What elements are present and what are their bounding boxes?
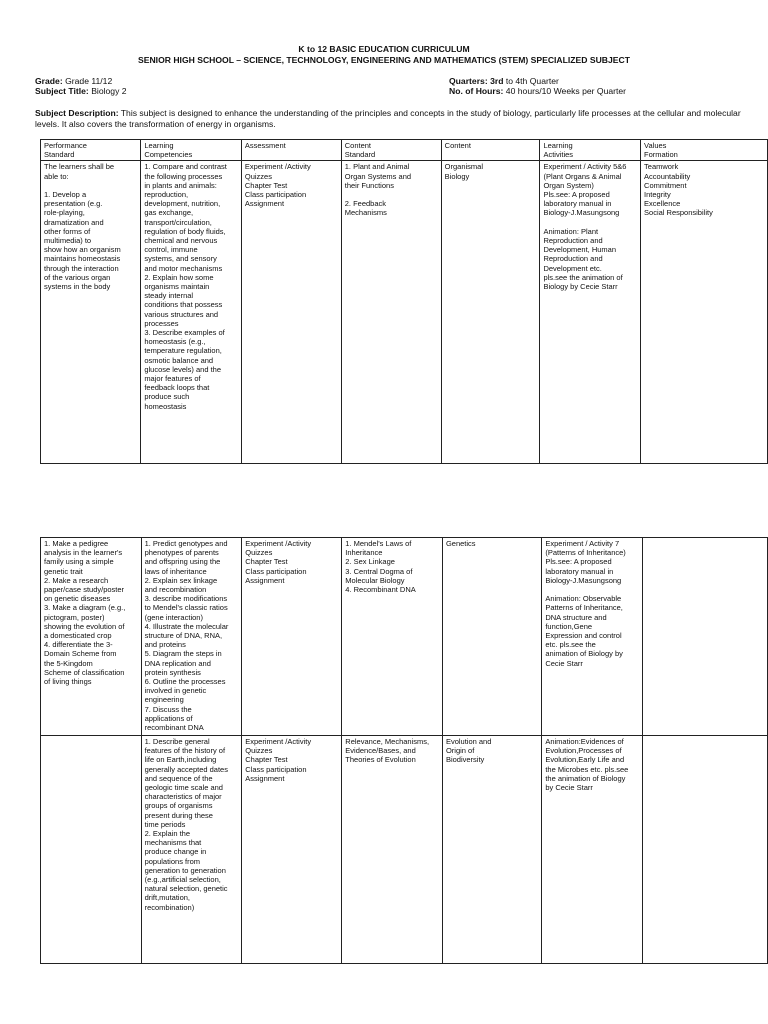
table-cell <box>641 161 768 464</box>
cell-line: generally accepted dates <box>144 764 228 774</box>
cell-line: Reproduction and <box>543 254 603 264</box>
cell-line: Standard <box>344 150 376 160</box>
cell-line: Experiment /Activity <box>245 539 312 548</box>
cell-line: recombinant DNA <box>144 723 204 733</box>
cell-line: Evolution,Early Life and <box>545 755 625 765</box>
cell-line: Animation:Evidences of <box>545 737 624 746</box>
cell-line: systems in the body <box>44 282 111 292</box>
table-cell <box>540 161 641 464</box>
cell-line: maintains homeostasis <box>44 254 121 264</box>
cell-line: transport/circulation, <box>144 217 212 227</box>
table-cell <box>442 538 541 736</box>
cell-line: Biology by Cecie Starr <box>543 282 618 292</box>
cell-line: etc. pls.see the <box>545 640 596 650</box>
cell-line: Quizzes <box>245 548 273 558</box>
cell-line <box>545 585 639 594</box>
cell-line: groups of organisms <box>144 801 213 811</box>
cell-line: (Patterns of Inheritance) <box>545 548 626 558</box>
cell-line: Integrity <box>644 190 671 200</box>
cell-line: Organismal <box>444 162 484 172</box>
cell-line: processes <box>144 318 179 328</box>
cell-line: regulation of body fluids, <box>144 226 226 236</box>
cell-line: Social Responsibility <box>644 208 713 218</box>
cell-line <box>646 737 764 746</box>
cell-line: time periods <box>144 819 186 829</box>
table-cell <box>342 538 443 736</box>
cell-line: Animation: Plant <box>543 226 599 236</box>
cell-line: 1. Predict genotypes and <box>144 539 228 548</box>
cell-line: populations from <box>144 856 201 866</box>
cell-line: dramatization and <box>44 217 104 227</box>
cell-line: and proteins <box>144 640 186 650</box>
quarters-value: to 4th Quarter <box>503 76 559 86</box>
cell-line: Experiment /Activity <box>245 737 312 746</box>
cell-line: to Mendel's classic ratios <box>144 603 228 613</box>
cell-line: organisms maintain <box>144 282 210 292</box>
cell-line: able to: <box>44 171 69 181</box>
cell-line: 4. Recombinant DNA <box>345 585 416 595</box>
cell-line: various structures and <box>144 309 219 319</box>
cell-line: features of the history of <box>144 746 226 756</box>
table-cell <box>141 161 242 464</box>
curriculum-table-2 <box>40 537 768 964</box>
table-cell <box>542 538 643 736</box>
cell-line: laboratory manual in <box>545 566 614 576</box>
cell-line: Patterns of Inheritance, <box>545 603 623 613</box>
subject-line <box>35 86 127 97</box>
cell-line: Evolution and <box>445 737 492 746</box>
table-cell <box>441 161 540 464</box>
cell-line: through the interaction <box>44 263 119 273</box>
cell-line: 1. Plant and Animal <box>344 162 410 172</box>
cell-line: conditions that possess <box>144 300 223 310</box>
cell-line: pictogram, poster) <box>44 612 105 622</box>
cell-line: control, immune <box>144 245 198 255</box>
cell-line: Experiment /Activity <box>244 162 311 172</box>
cell-line: the animation of Biology <box>545 773 626 783</box>
cell-line: and offspring using the <box>144 557 221 567</box>
hours-label: No. of Hours: <box>449 86 504 96</box>
cell-line: genetic trait <box>44 566 83 576</box>
cell-line: Quizzes <box>244 171 272 181</box>
cell-line: their Functions <box>344 180 394 190</box>
cell-line: geologic time scale and <box>144 783 223 793</box>
cell-line: recombination) <box>144 902 195 912</box>
cell-line: Teamwork <box>644 162 679 172</box>
cell-line: Biodiversity <box>445 755 485 765</box>
cell-line: homeostasis <box>144 401 187 411</box>
table-row <box>41 736 768 964</box>
cell-line: showing the evolution of <box>44 621 125 631</box>
cell-line: Commitment <box>644 180 687 190</box>
cell-line: Molecular Biology <box>345 575 405 585</box>
cell-line: Mechanisms <box>344 208 387 218</box>
cell-line: produce such <box>144 392 190 402</box>
cell-line: chemical and nervous <box>144 236 218 246</box>
subject-label: Subject Title: <box>35 86 89 96</box>
cell-line: glucose levels) and the <box>144 364 222 374</box>
cell-line: gas exchange, <box>144 208 194 218</box>
description-label: Subject Description: <box>35 108 119 118</box>
cell-line: DNA structure and <box>545 612 607 622</box>
cell-line: life on Earth,including <box>144 755 217 765</box>
cell-line: Development etc. <box>543 263 602 273</box>
curriculum-table-1 <box>40 139 768 464</box>
cell-line: Competencies <box>144 150 193 160</box>
cell-line: present during these <box>144 810 213 820</box>
header-cell <box>641 140 768 161</box>
cell-line: 2. Explain how some <box>144 272 214 282</box>
table-cell <box>642 538 767 736</box>
cell-line: Quizzes <box>245 746 273 756</box>
table-cell <box>242 736 342 964</box>
table-cell <box>342 736 443 964</box>
cell-line: multimedia) to <box>44 236 92 246</box>
table-cell <box>442 736 541 964</box>
table-header-row <box>41 140 768 161</box>
cell-line: 1. Describe general <box>144 737 210 746</box>
cell-line: Class participation <box>245 566 307 576</box>
document-title: K to 12 BASIC EDUCATION CURRICULUM <box>298 44 470 54</box>
table-cell <box>141 736 242 964</box>
cell-line: Domain Scheme from <box>44 649 117 659</box>
cell-line: 3. Central Dogma of <box>345 566 413 576</box>
cell-line: the Microbes etc. pls.see <box>545 764 629 774</box>
grade-label: Grade: <box>35 76 63 86</box>
cell-line: Performance <box>44 141 87 150</box>
cell-line: (e.g.,artificial selection, <box>144 875 221 885</box>
cell-line: protein synthesis <box>144 667 201 677</box>
cell-line: 6. Outline the processes <box>144 677 226 687</box>
subject-description <box>35 108 755 129</box>
cell-line: development, nutrition, <box>144 199 221 209</box>
cell-line: Scheme of classification <box>44 667 125 677</box>
cell-line: Learning <box>144 141 174 150</box>
table-cell <box>41 538 142 736</box>
header-cell <box>441 140 540 161</box>
cell-line: Inheritance <box>345 548 383 558</box>
cell-line: animation of Biology by <box>545 649 623 659</box>
cell-line: engineering <box>144 695 184 705</box>
cell-line: 4. Illustrate the molecular <box>144 621 229 631</box>
cell-line: Assignment <box>245 575 285 585</box>
cell-line: and motor mechanisms <box>144 263 223 273</box>
header-cell <box>540 140 641 161</box>
cell-line: Development, Human <box>543 245 617 255</box>
header-cell <box>41 140 141 161</box>
cell-line: 2. Explain sex linkage <box>144 575 218 585</box>
quarters-value-bold: 3rd <box>487 76 504 86</box>
cell-line: a domesticated crop <box>44 631 112 641</box>
cell-line <box>543 218 637 227</box>
cell-line: of living things <box>44 677 92 687</box>
cell-line <box>345 190 438 199</box>
cell-line: presentation (e.g. <box>44 199 103 209</box>
cell-line: Organ Systems and <box>344 171 412 181</box>
cell-line: Assignment <box>245 773 285 783</box>
cell-line: function,Gene <box>545 621 593 631</box>
grade-value: Grade 11/12 <box>62 76 113 86</box>
cell-line: by Cecie Starr <box>545 783 593 793</box>
cell-line: 2. Feedback <box>344 199 387 209</box>
cell-line: 7. Discuss the <box>144 704 192 714</box>
cell-line: Biology-J.Masungsong <box>545 575 622 585</box>
table-cell <box>41 161 141 464</box>
cell-line: Evidence/Bases, and <box>345 746 416 756</box>
description-text: This subject is designed to enhance the understanding of the principles and concepts in the study of biology, particularly life processes at the cellular and molecular levels. It also covers the transformation of energy in organisms. <box>35 108 741 129</box>
cell-line: Cecie Starr <box>545 658 583 668</box>
quarters-label: Quarters: <box>449 76 488 86</box>
cell-line: 4. differentiate the 3- <box>44 640 113 650</box>
header-cell <box>341 140 441 161</box>
table-cell <box>642 736 767 964</box>
cell-line: Theories of Evolution <box>345 755 416 765</box>
cell-line: homeostasis (e.g., <box>144 337 206 347</box>
cell-line: 2. Make a research <box>44 575 109 585</box>
cell-line: role-playing, <box>44 208 85 218</box>
cell-line: Standard <box>44 150 75 160</box>
cell-line: and recombination <box>144 585 207 595</box>
cell-line: Animation: Observable <box>545 594 622 604</box>
cell-line: Reproduction and <box>543 236 603 246</box>
cell-line: DNA replication and <box>144 658 211 668</box>
table-cell <box>242 538 342 736</box>
cell-line: Accountability <box>644 171 691 181</box>
cell-line: 2. Sex Linkage <box>345 557 395 567</box>
cell-line: applications of <box>144 713 193 723</box>
cell-line: major features of <box>144 374 201 384</box>
cell-line: Assignment <box>244 199 285 209</box>
cell-line: produce change in <box>144 847 207 857</box>
cell-line: steady internal <box>144 291 194 301</box>
cell-line: family using a simple <box>44 557 114 567</box>
cell-line: Pls.see: A proposed <box>543 190 610 200</box>
cell-line: Genetics <box>445 539 476 548</box>
cell-line <box>646 539 764 548</box>
cell-line: the following processes <box>144 171 223 181</box>
document-subtitle: SENIOR HIGH SCHOOL – SCIENCE, TECHNOLOGY, ENGINEERING AND MATHEMATICS (STEM) SPECIALIZED SUBJECT <box>138 55 630 65</box>
table-row <box>41 538 768 736</box>
cell-line: Assessment <box>244 141 286 150</box>
cell-line: 1. Make a pedigree <box>44 539 109 548</box>
cell-line: mechanisms that <box>144 838 202 848</box>
table-cell <box>41 736 142 964</box>
cell-line: Evolution,Processes of <box>545 746 622 756</box>
cell-line: 3. describe modifications <box>144 594 228 604</box>
cell-line <box>44 181 137 190</box>
cell-line: characteristics of major <box>144 792 222 802</box>
cell-line: feedback loops that <box>144 383 210 393</box>
cell-line: Chapter Test <box>245 755 288 765</box>
header-cell <box>141 140 242 161</box>
cell-line: Class participation <box>245 764 307 774</box>
table-row <box>41 161 768 464</box>
hours-value: 40 hours/10 Weeks per Quarter <box>503 86 627 96</box>
cell-line: Expression and control <box>545 631 622 641</box>
cell-line: of the various organ <box>44 272 111 282</box>
cell-line: Excellence <box>644 199 681 209</box>
cell-line: Activities <box>543 150 574 160</box>
cell-line <box>44 737 138 746</box>
cell-line: show how an organism <box>44 245 121 255</box>
cell-line: (gene interaction) <box>144 612 203 622</box>
cell-line: other forms of <box>44 226 91 236</box>
cell-line: 1. Mendel's Laws of <box>345 539 412 548</box>
cell-line: and sequence of the <box>144 773 213 783</box>
subject-value: Biology 2 <box>88 86 127 96</box>
cell-line: systems, and sensory <box>144 254 217 264</box>
cell-line: Values <box>644 141 667 150</box>
cell-line: Learning <box>543 141 573 150</box>
cell-line: 1. Develop a <box>44 190 87 199</box>
cell-line: phenotypes of parents <box>144 548 219 558</box>
table-cell <box>141 538 242 736</box>
cell-line: Experiment / Activity 7 <box>545 539 620 548</box>
cell-line: temperature regulation, <box>144 346 222 356</box>
cell-line: in plants and animals: <box>144 180 217 190</box>
cell-line: 1. Compare and contrast <box>144 162 227 172</box>
cell-line: laboratory manual in <box>543 199 612 209</box>
cell-line: Chapter Test <box>245 557 288 567</box>
cell-line: (Plant Organs & Animal <box>543 171 622 181</box>
cell-line: drift,mutation, <box>144 893 191 903</box>
header-cell <box>241 140 341 161</box>
cell-line: the 5-Kingdom <box>44 658 93 668</box>
cell-line: Experiment / Activity 5&6 <box>543 162 627 172</box>
cell-line: pls.see the animation of <box>543 272 623 282</box>
cell-line: Pls.see: A proposed <box>545 557 612 567</box>
cell-line: Formation <box>644 150 678 160</box>
cell-line: Biology <box>444 171 470 181</box>
cell-line: on genetic diseases <box>44 594 111 604</box>
table-cell <box>542 736 643 964</box>
cell-line: reproduction, <box>144 190 189 200</box>
cell-line: 3. Describe examples of <box>144 328 225 338</box>
cell-line: Relevance, Mechanisms, <box>345 737 430 746</box>
hours-line <box>449 86 626 97</box>
cell-line: Chapter Test <box>244 180 288 190</box>
cell-line: The learners shall be <box>44 162 115 172</box>
cell-line: Content <box>344 141 372 150</box>
cell-line: Organ System) <box>543 180 594 190</box>
table-cell <box>341 161 441 464</box>
cell-line: osmotic balance and <box>144 355 214 365</box>
cell-line: structure of DNA, RNA, <box>144 631 223 641</box>
cell-line: Origin of <box>445 746 475 756</box>
cell-line: Content <box>444 141 471 150</box>
cell-line: Biology-J.Masungsong <box>543 208 620 218</box>
cell-line: analysis in the learner's <box>44 548 123 558</box>
cell-line: paper/case study/poster <box>44 585 125 595</box>
cell-line: involved in genetic <box>144 686 207 696</box>
cell-line: 2. Explain the <box>144 829 191 839</box>
cell-line: 3. Make a diagram (e.g., <box>44 603 126 613</box>
cell-line: 5. Diagram the steps in <box>144 649 222 659</box>
cell-line: natural selection, genetic <box>144 884 228 894</box>
cell-line: generation to generation <box>144 865 226 875</box>
table-cell <box>241 161 341 464</box>
cell-line: laws of inheritance <box>144 566 207 576</box>
cell-line: Class participation <box>244 190 307 200</box>
